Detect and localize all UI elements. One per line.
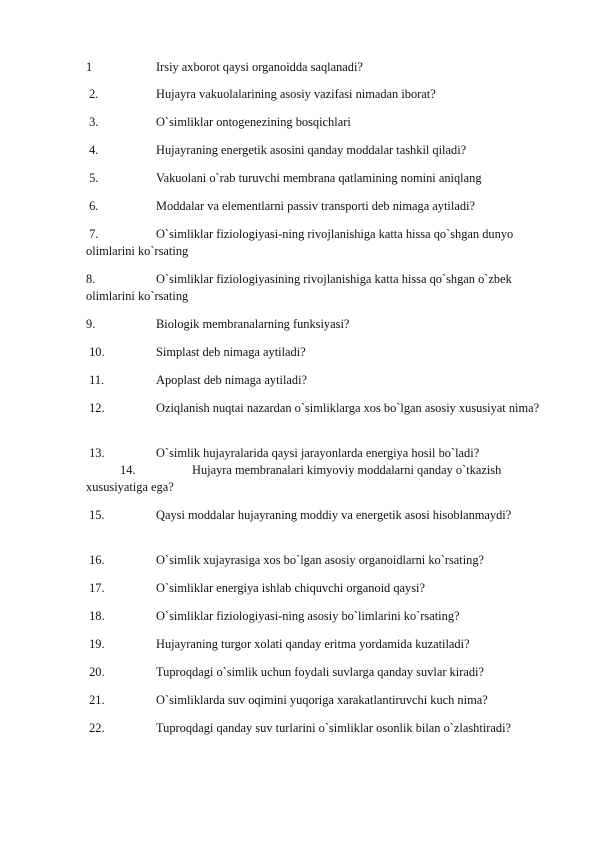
question-text: Hujayra vakuolalarining asosiy vazifasi nimadan iborat? [156, 87, 436, 101]
question-9 [86, 316, 556, 333]
question-6 [86, 198, 556, 215]
question-text: O`simliklar ontogenezining bosqichlari [156, 115, 351, 129]
question-number: 1 [86, 60, 93, 74]
question-number: 4. [86, 143, 99, 157]
question-text: Vakuolani o`rab turuvchi membrana qatlamining nomini aniqlang [156, 171, 482, 185]
question-15 [86, 507, 556, 524]
question-number: 7. [86, 227, 99, 241]
question-11 [86, 372, 556, 389]
question-number: 12. [86, 401, 105, 415]
question-5 [86, 170, 556, 187]
question-number: 18. [86, 609, 105, 623]
question-text: Simplast deb nimaga aytiladi? [156, 345, 306, 359]
question-number: 6. [86, 199, 99, 213]
question-text: Apoplast deb nimaga aytiladi? [156, 373, 308, 387]
question-number: 16. [86, 553, 105, 567]
question-text: Irsiy axborot qaysi organoidda saqlanadi? [156, 60, 363, 74]
question-number: 8. [86, 272, 96, 286]
question-10 [86, 344, 556, 361]
question-3 [86, 114, 556, 131]
question-number: 11. [86, 373, 105, 387]
question-text: O`simliklarda suv oqimini yuqoriga xarakatlantiruvchi kuch nima? [156, 693, 488, 707]
question-22 [86, 720, 556, 737]
question-17 [86, 580, 556, 597]
question-7 [86, 226, 556, 260]
question-number: 3. [86, 115, 99, 129]
question-text: Tuproqdagi o`simlik uchun foydali suvlarga qanday suvlar kiradi? [156, 665, 484, 679]
question-number: 19. [86, 637, 105, 651]
question-text: O`simliklar fiziologiyasining rivojlanishiga katta hissa qo`shgan o`zbek olimlarini ko`rsating [86, 272, 512, 303]
question-number: 9. [86, 317, 96, 331]
question-text: Hujayraning energetik asosini qanday moddalar tashkil qiladi? [156, 143, 467, 157]
question-text: Biologik membranalarning funksiyasi? [156, 317, 350, 331]
question-text: O`simliklar fiziologiyasi-ning asosiy bo`limlarini ko`rsating? [156, 609, 460, 623]
question-19 [86, 636, 556, 653]
question-4 [86, 142, 556, 159]
question-12 [86, 400, 556, 417]
question-number: 22. [86, 721, 105, 735]
question-text: O`simlik hujayralarida qaysi jarayonlarda energiya hosil bo`ladi? [156, 446, 480, 460]
question-number: 20. [86, 665, 105, 679]
question-text: Qaysi moddalar hujayraning moddiy va energetik asosi hisoblanmaydi? [156, 508, 512, 522]
question-number: 17. [86, 581, 105, 595]
question-number: 15. [86, 508, 105, 522]
question-13 [86, 445, 556, 462]
question-21 [86, 692, 556, 709]
question-text: O`simliklar energiya ishlab chiquvchi organoid qaysi? [156, 581, 425, 595]
question-number: 2. [86, 87, 99, 101]
question-text: Hujayraning turgor xolati qanday eritma yordamida kuzatiladi? [156, 637, 470, 651]
question-text: Moddalar va elementlarni passiv transporti deb nimaga aytiladi? [156, 199, 475, 213]
question-20 [86, 664, 556, 681]
question-number: 14. [120, 463, 136, 477]
question-text: Oziqlanish nuqtai nazardan o`simliklarga xos bo`lgan asosiy xususiyat nima? [156, 401, 540, 415]
question-number: 21. [86, 693, 105, 707]
question-14 [86, 462, 556, 496]
question-1 [86, 59, 556, 76]
question-text: O`simlik xujayrasiga xos bo`lgan asosiy organoidlarni ko`rsating? [156, 553, 485, 567]
question-number: 13. [86, 446, 105, 460]
question-2 [86, 86, 556, 103]
question-text: Tuproqdagi qanday suv turlarini o`simliklar osonlik bilan o`zlashtiradi? [156, 721, 512, 735]
question-18 [86, 608, 556, 625]
question-16 [86, 552, 556, 569]
question-8 [86, 271, 556, 305]
question-text: O`simliklar fiziologiyasi-ning rivojlanishiga katta hissa qo`shgan dunyo olimlarini ko`rsating [86, 227, 514, 258]
question-text: Hujayra membranalari kimyoviy moddalarni qanday o`tkazish xususiyatiga ega? [86, 463, 502, 494]
question-number: 10. [86, 345, 105, 359]
question-number: 5. [86, 171, 99, 185]
